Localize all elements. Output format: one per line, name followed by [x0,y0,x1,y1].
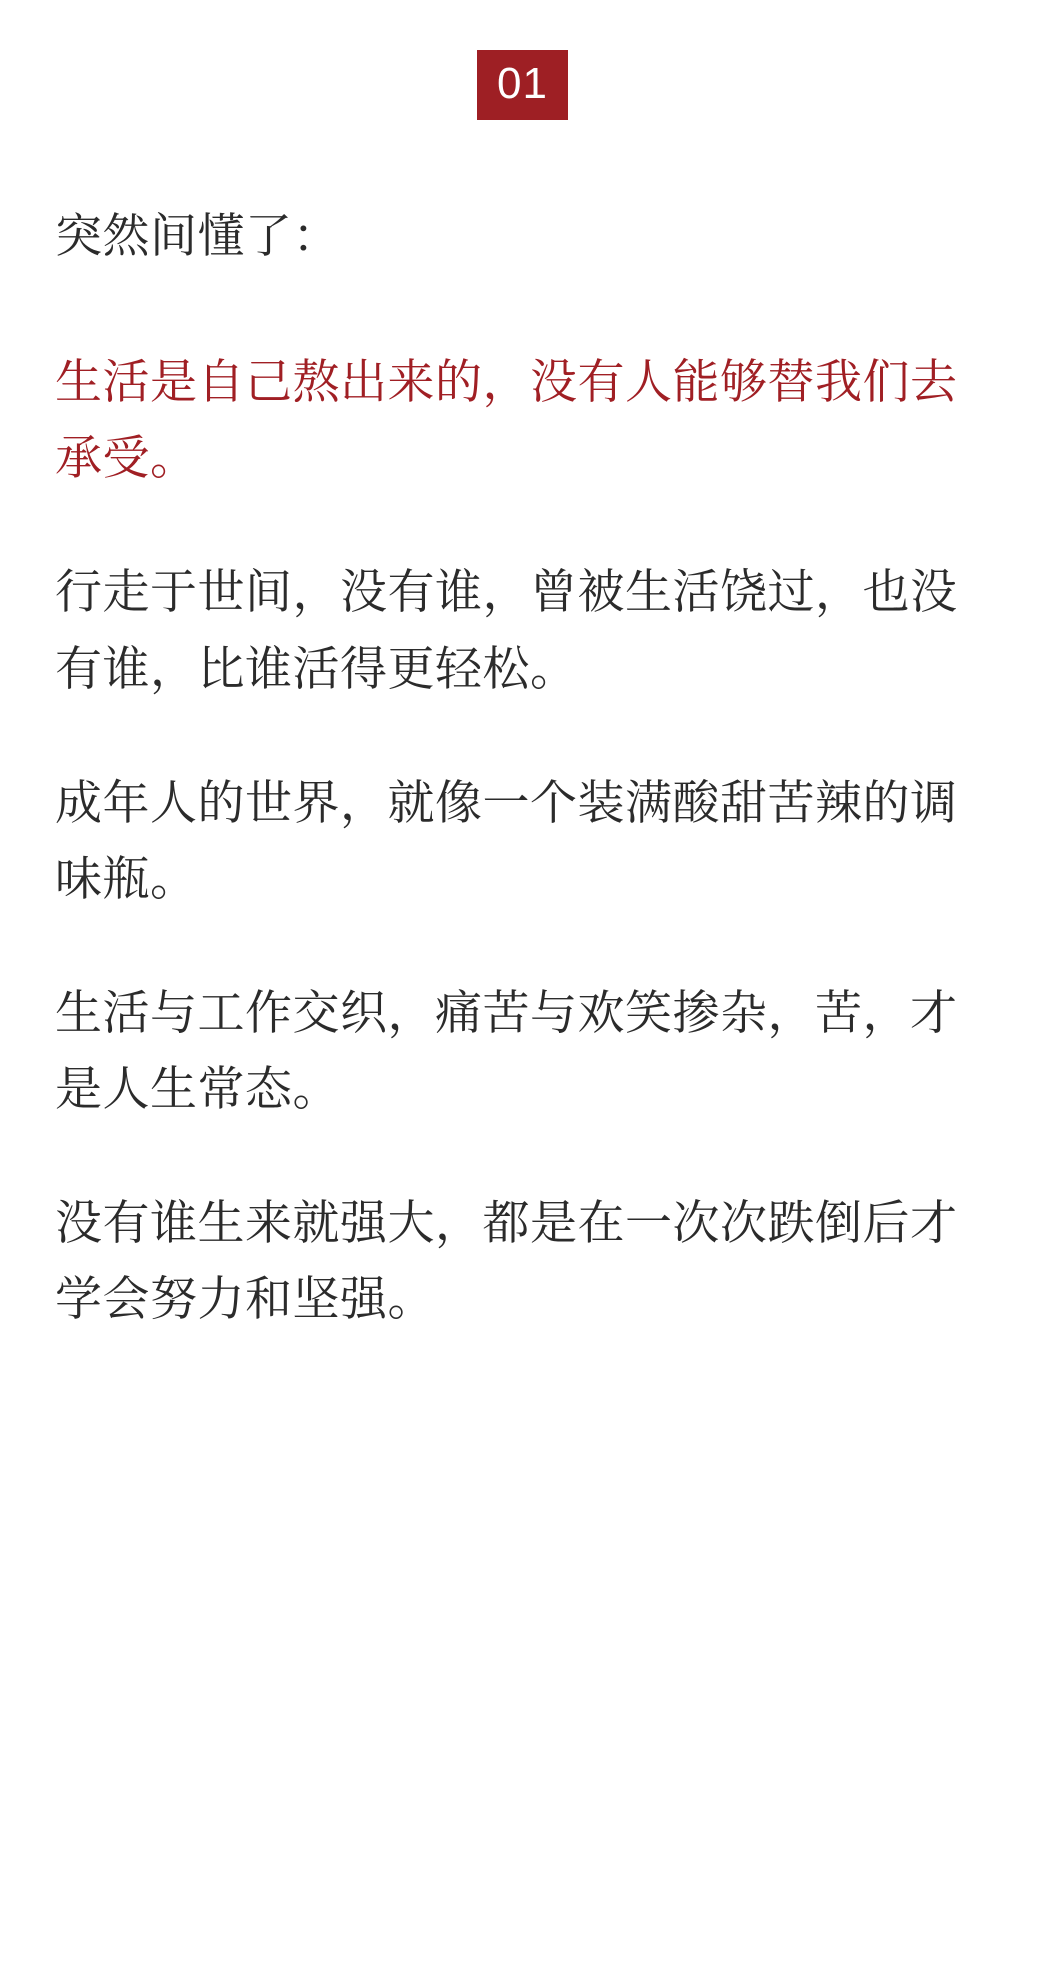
paragraph-5: 没有谁生来就强大，都是在一次次跌倒后才学会努力和坚强。 [55,1196,958,1326]
paragraph-intro: 突然间懂了： [55,209,340,262]
section-number-row [55,0,990,120]
paragraph-2: 行走于世间，没有谁，曾被生活饶过，也没有谁，比谁活得更轻松。 [55,565,958,695]
article-body [55,120,990,1337]
paragraph-highlight: 生活是自己熬出来的，没有人能够替我们去承受。 [55,355,958,485]
paragraph-4: 生活与工作交织，痛苦与欢笑掺杂，苦，才是人生常态。 [55,985,958,1115]
section-number-badge: 01 [477,50,568,120]
paragraph-3: 成年人的世界，就像一个装满酸甜苦辣的调味瓶。 [55,775,958,905]
